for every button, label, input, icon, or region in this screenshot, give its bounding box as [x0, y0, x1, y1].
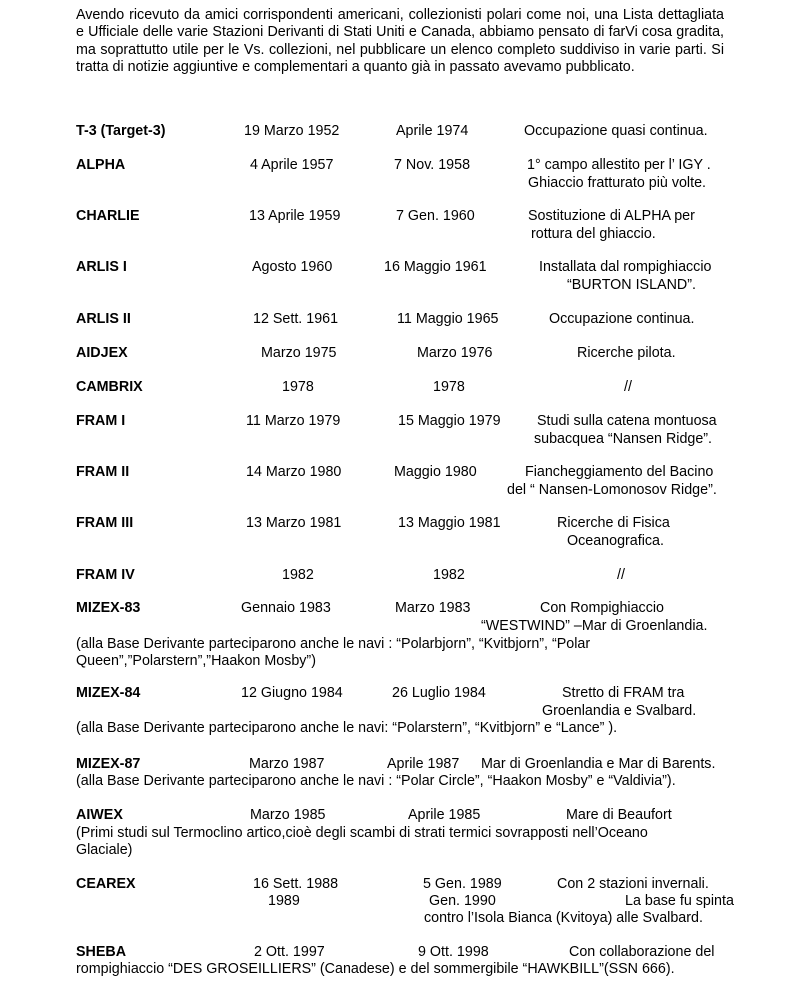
station-name: AIDJEX [76, 345, 128, 361]
station-end: Aprile 1985 [408, 807, 481, 823]
station-extra: 1989 [268, 893, 300, 909]
station-start: 13 Marzo 1981 [246, 515, 342, 531]
station-note: Sostituzione di ALPHA per [528, 208, 695, 224]
station-name: T-3 (Target-3) [76, 123, 166, 139]
station-name: SHEBA [76, 944, 127, 960]
station-note: Con Rompighiaccio [540, 600, 664, 616]
station-end: 1982 [433, 567, 465, 583]
station-note: Mar di Groenlandia e Mar di Barents. [481, 756, 716, 772]
station-end: Marzo 1983 [395, 600, 471, 616]
station-end: Aprile 1974 [396, 123, 469, 139]
station-start: 12 Sett. 1961 [253, 311, 339, 327]
station-extra: La base fu spinta [625, 893, 734, 909]
station-note: Ricerche di Fisica [557, 515, 670, 531]
station-note: subacquea “Nansen Ridge”. [534, 431, 713, 447]
station-note: Oceanografica. [567, 533, 664, 549]
station-note: Stretto di FRAM tra [562, 685, 685, 701]
station-end: Maggio 1980 [394, 464, 477, 480]
station-end: 5 Gen. 1989 [423, 876, 502, 892]
station-name: FRAM III [76, 515, 134, 531]
station-name: FRAM I [76, 413, 126, 429]
station-start: 2 Ott. 1997 [254, 944, 325, 960]
station-end: 9 Ott. 1998 [418, 944, 489, 960]
station-end: 7 Nov. 1958 [394, 157, 471, 173]
station-extra: contro l’Isola Bianca (Kvitoya) alle Svalbard. [424, 910, 703, 926]
station-note: rottura del ghiaccio. [531, 226, 656, 242]
station-start: 1978 [282, 379, 314, 395]
station-name: MIZEX-87 [76, 756, 141, 772]
station-extra: (alla Base Derivante parteciparono anche le navi : “Polarbjorn”, “Kvitbjorn”, “Polar [76, 636, 591, 652]
station-start: 16 Sett. 1988 [253, 876, 339, 892]
station-start: Gennaio 1983 [241, 600, 331, 616]
station-note: Occupazione quasi continua. [524, 123, 708, 139]
station-note: // [624, 379, 632, 395]
station-note: Studi sulla catena montuosa [537, 413, 717, 429]
station-end: 11 Maggio 1965 [397, 311, 499, 327]
station-start: 12 Giugno 1984 [241, 685, 343, 701]
station-end: 16 Maggio 1961 [384, 259, 487, 275]
station-note: Mare di Beaufort [566, 807, 672, 823]
station-note: “BURTON ISLAND”. [567, 277, 696, 293]
intro-paragraph: Avendo ricevuto da amici corrispondenti americani, collezionisti polari come noi, una Lista dettagliata e Ufficiale delle varie Stazioni Derivanti di Stati Uniti e Canada, abbiamo pensato di farVi cosa gradita, ma soprattutto utile per le Vs. collezioni, nel pubblicare un elenco completo suddiviso in varie parti. Si tratta di notizie aggiuntive e complementari a quanto già in passato avevamo pubblicato. [76, 7, 724, 76]
station-extra: (alla Base Derivante parteciparono anche le navi : “Polar Circle”, “Haakon Mosby” e “Valdivia”). [76, 773, 676, 789]
station-name: ALPHA [76, 157, 126, 173]
station-end: 15 Maggio 1979 [398, 413, 501, 429]
station-extra: (Primi studi sul Termoclino artico,cioè degli scambi di strati termici sovrapposti nell’Oceano [76, 825, 648, 841]
station-note: Installata dal rompighiaccio [539, 259, 712, 275]
station-name: FRAM II [76, 464, 130, 480]
station-end: 1978 [433, 379, 465, 395]
station-note: Groenlandia e Svalbard. [542, 703, 697, 719]
station-note: Con collaborazione del [569, 944, 715, 960]
station-start: 11 Marzo 1979 [246, 413, 341, 429]
station-note: del “ Nansen-Lomonosov Ridge”. [507, 482, 717, 498]
station-extra: rompighiaccio “DES GROSEILLIERS” (Canadese) e del sommergibile “HAWKBILL”(SSN 666). [76, 961, 675, 977]
station-name: CEAREX [76, 876, 136, 892]
station-note: “WESTWIND” –Mar di Groenlandia. [481, 618, 708, 634]
station-name: ARLIS II [76, 311, 131, 327]
station-extra: Gen. 1990 [429, 893, 496, 909]
station-extra: (alla Base Derivante parteciparono anche le navi: “Polarstern”, “Kvitbjorn” e “Lance” ). [76, 720, 618, 736]
station-start: Marzo 1987 [249, 756, 325, 772]
station-end: Aprile 1987 [387, 756, 460, 772]
station-name: MIZEX-84 [76, 685, 141, 701]
station-note: Occupazione continua. [549, 311, 695, 327]
station-end: 7 Gen. 1960 [396, 208, 475, 224]
station-name: FRAM IV [76, 567, 135, 583]
station-extra: Queen”,”Polarstern”,”Haakon Mosby”) [76, 653, 316, 669]
station-start: Marzo 1985 [250, 807, 326, 823]
station-note: 1° campo allestito per l’ IGY . [527, 157, 711, 173]
station-start: Marzo 1975 [261, 345, 337, 361]
station-extra: Glaciale) [76, 842, 133, 858]
station-note: Fiancheggiamento del Bacino [525, 464, 714, 480]
station-end: 26 Luglio 1984 [392, 685, 486, 701]
station-name: CHARLIE [76, 208, 140, 224]
station-end: 13 Maggio 1981 [398, 515, 501, 531]
station-name: MIZEX-83 [76, 600, 141, 616]
station-note: Con 2 stazioni invernali. [557, 876, 709, 892]
station-note: Ghiaccio fratturato più volte. [528, 175, 707, 191]
station-name: ARLIS I [76, 259, 127, 275]
station-start: 1982 [282, 567, 314, 583]
station-note: // [617, 567, 625, 583]
station-start: Agosto 1960 [252, 259, 333, 275]
station-note: Ricerche pilota. [577, 345, 676, 361]
station-start: 19 Marzo 1952 [244, 123, 340, 139]
station-name: CAMBRIX [76, 379, 143, 395]
station-name: AIWEX [76, 807, 123, 823]
station-start: 14 Marzo 1980 [246, 464, 342, 480]
station-start: 4 Aprile 1957 [250, 157, 334, 173]
station-start: 13 Aprile 1959 [249, 208, 341, 224]
station-end: Marzo 1976 [417, 345, 493, 361]
